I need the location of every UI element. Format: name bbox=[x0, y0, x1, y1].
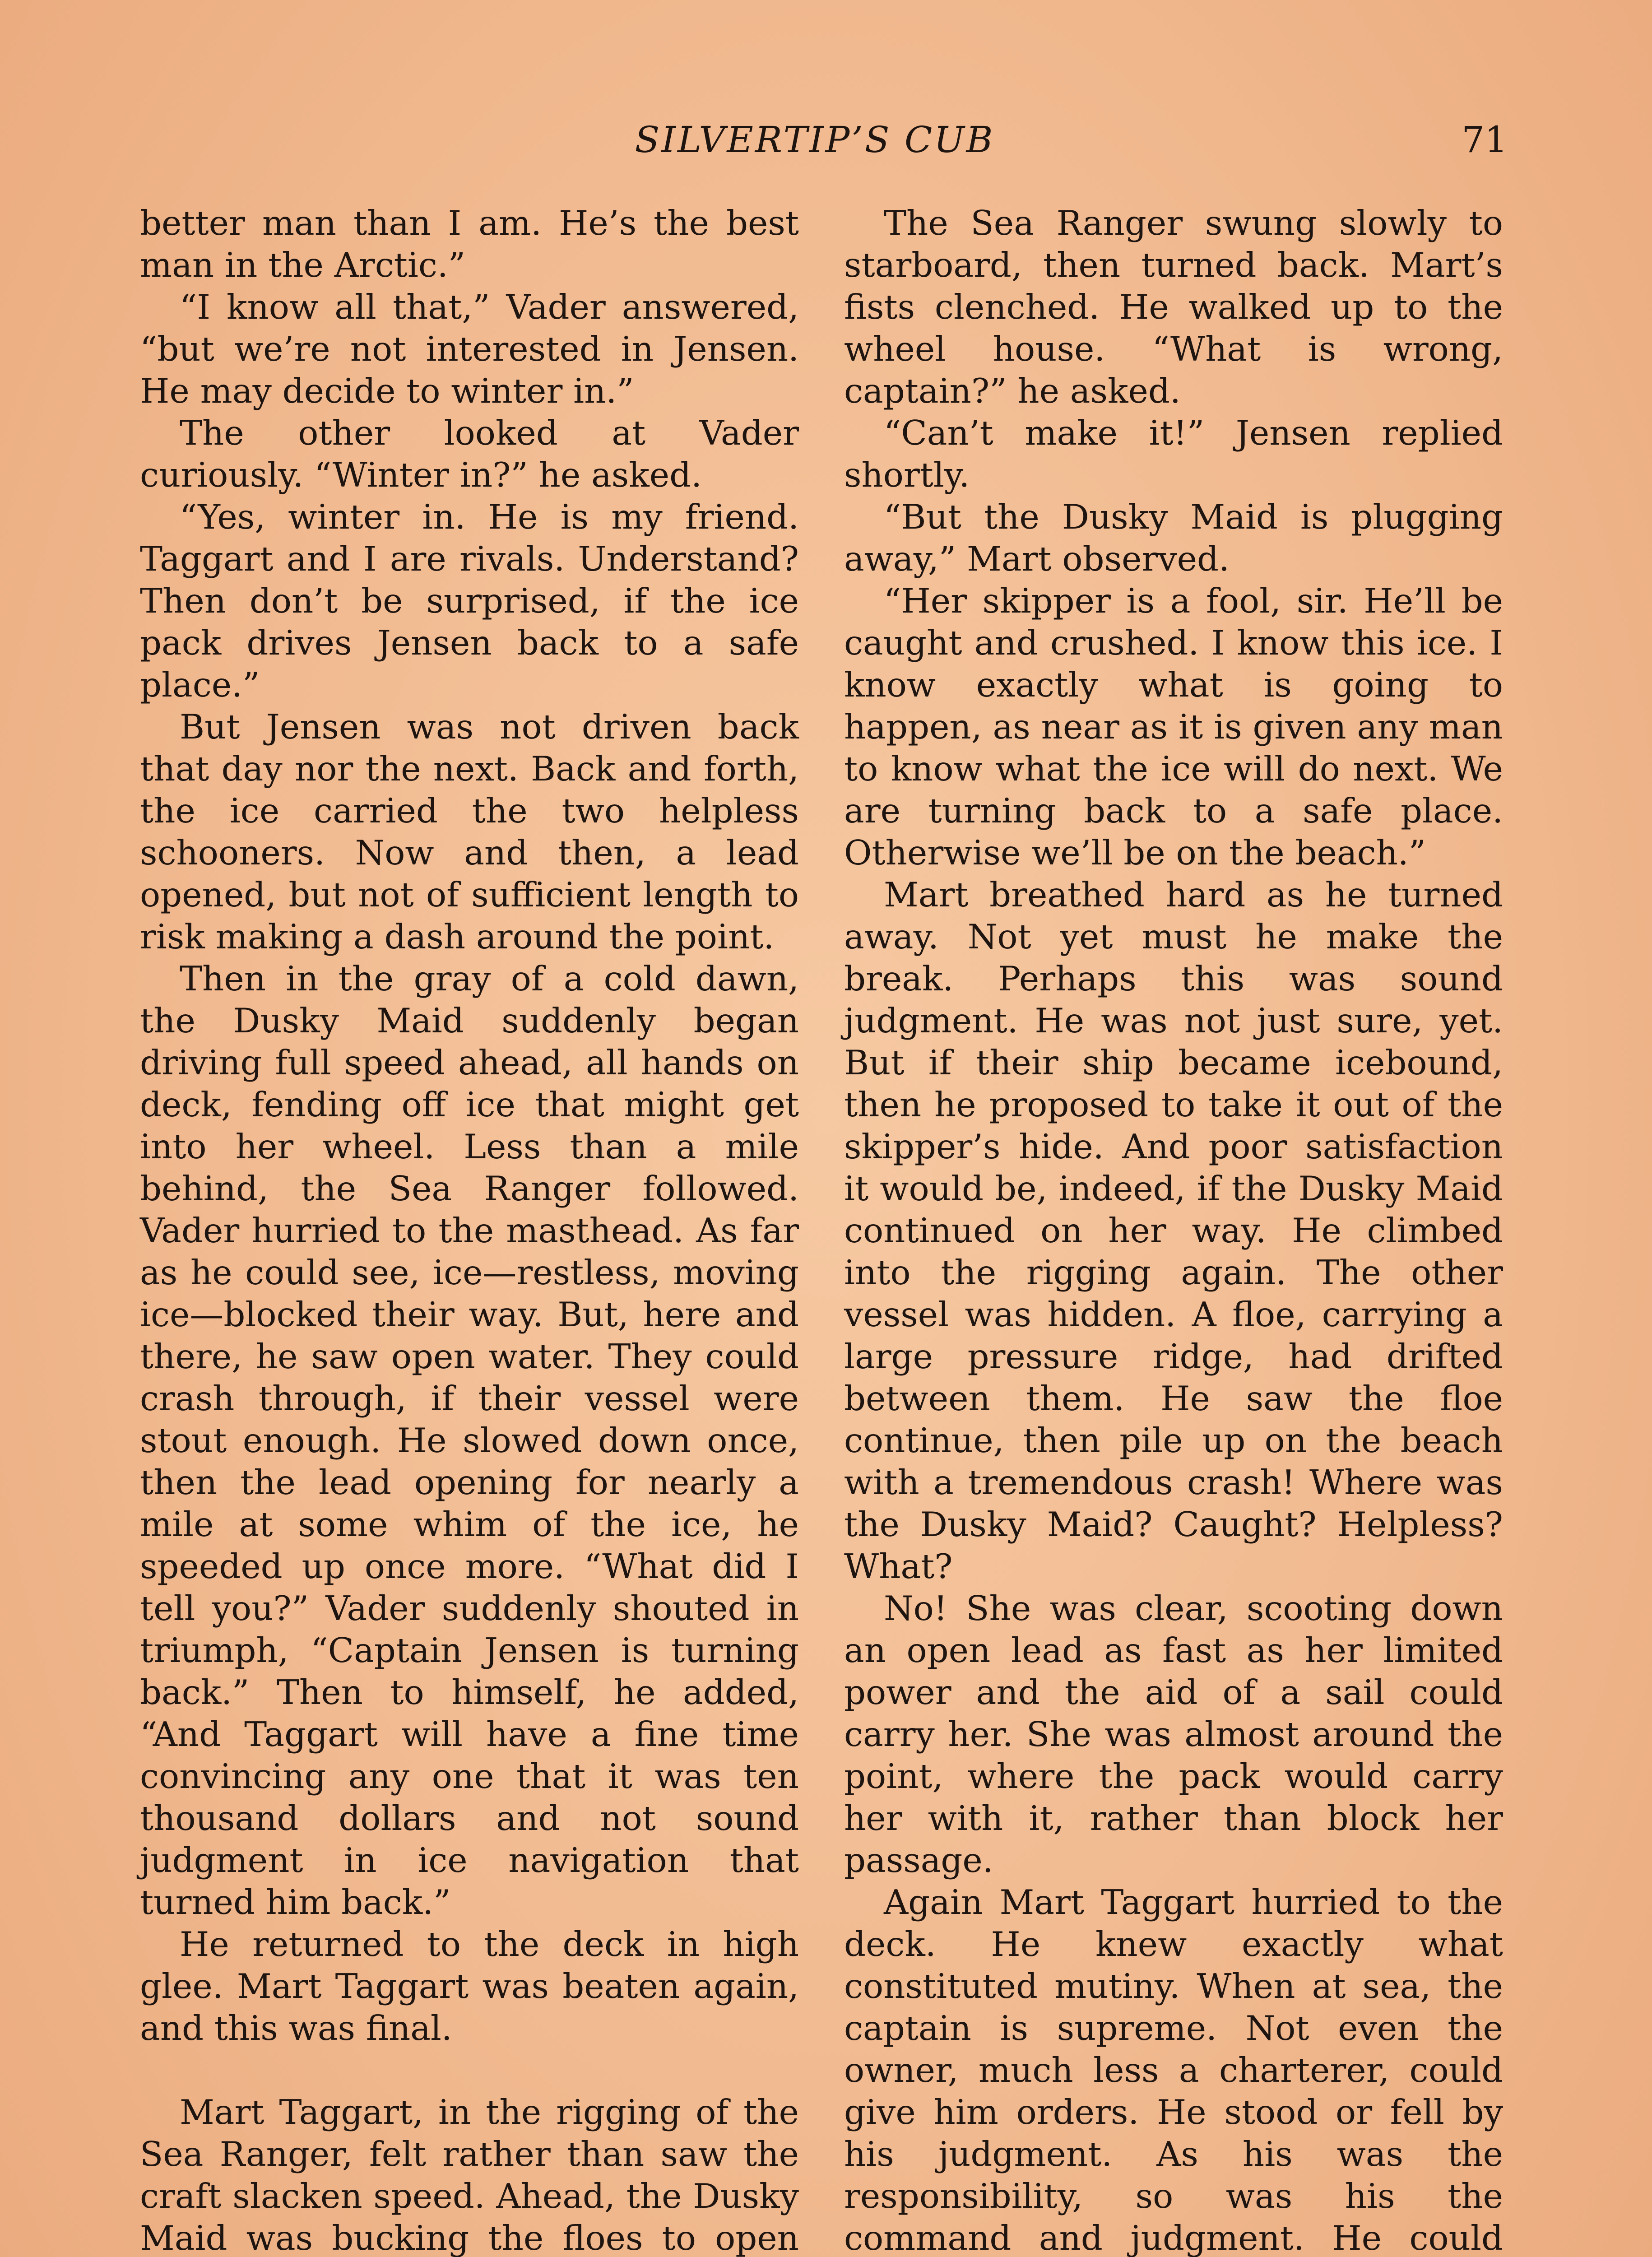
left-column bbox=[140, 202, 799, 2257]
paragraph: The Sea Ranger swung slowly to starboard, then turned back. Mart’s fists clenched. He walked up to the wheel house. “What is wrong, captain?” he asked. bbox=[844, 203, 1503, 411]
paragraph: He returned to the deck in high glee. Mart Taggart was beaten again, and this was final. bbox=[140, 1924, 799, 2048]
paragraph: “Her skipper is a fool, sir. He’ll be caught and crushed. I know this ice. I know exactly what is going to happen, as near as it is given any man to know what the ice will do next. We are turning back to a safe place. Otherwise we’ll be on the beach.” bbox=[844, 581, 1503, 873]
paragraph: “I know all that,” Vader answered, “but we’re not interested in Jensen. He may decide to winter in.” bbox=[140, 287, 799, 411]
paragraph: “Can’t make it!” Jensen replied shortly. bbox=[844, 413, 1503, 495]
paragraph: But Jensen was not driven back that day nor the next. Back and forth, the ice carried the two helpless schooners. Now and then, a lead opened, but not of sufficient length to risk making a dash around the point. bbox=[140, 707, 799, 957]
paragraph: Then in the gray of a cold dawn, the Dusky Maid suddenly began driving full speed ahead, all hands on deck, fending off ice that might get into her wheel. Less than a mile behind, the Sea Ranger followed. Vader hurried to the masthead. As far as he could see, ice—restless, moving ice—blocked their way. But, here and there, he saw open water. They could crash through, if their vessel were stout enough. He slowed down once, then the lead opening for nearly a mile at some whim of the ice, he speeded up once more. “What did I tell you?” Vader suddenly shouted in triumph, “Captain Jensen is turning back.” Then to himself, he added, “And Taggart will have a fine time convincing any one that it was ten thousand dollars and not sound judgment in ice navigation that turned him back.” bbox=[140, 959, 799, 1922]
paragraph: No! She was clear, scooting down an open lead as fast as her limited power and the aid of a sail could carry her. She was almost around the point, where the pack would carry her with it, rather than block her passage. bbox=[844, 1588, 1503, 1880]
running-title: SILVERTIP’S CUB bbox=[635, 119, 995, 161]
paragraph: The other looked at Vader curiously. “Winter in?” he asked. bbox=[140, 413, 799, 495]
paragraph: “Yes, winter in. He is my friend. Taggart and I are rivals. Understand? Then don’t be surprised, if the ice pack drives Jensen back to a safe place.” bbox=[140, 497, 799, 705]
paragraph: Mart Taggart, in the rigging of the Sea Ranger, felt rather than saw the craft slacken speed. Ahead, the Dusky Maid was bucking the floes to open bbox=[140, 2092, 799, 2257]
paragraph: better man than I am. He’s the best man in the Arctic.” bbox=[140, 203, 799, 285]
right-column bbox=[844, 202, 1503, 2257]
paragraph: Again Mart Taggart hurried to the deck. He knew exactly what constituted mutiny. When at sea, the captain is supreme. Not even the owner, much less a charterer, could give him orders. He stood or fell by his judgment. As his was the responsibility, so was his the command and judgment. He could bbox=[844, 1882, 1503, 2257]
paragraph: “But the Dusky Maid is plugging away,” Mart observed. bbox=[844, 497, 1503, 579]
page-header bbox=[0, 115, 1652, 165]
paragraph: Mart breathed hard as he turned away. Not yet must he make the break. Perhaps this was sound judgment. He was not just sure, yet. But if their ship became icebound, then he proposed to take it out of the skipper’s hide. And poor satisfaction it would be, indeed, if the Dusky Maid continued on her way. He climbed into the rigging again. The other vessel was hidden. A floe, carrying a large pressure ridge, had drifted between them. He saw the floe continue, then pile up on the beach with a tremendous crash! Where was the Dusky Maid? Caught? Helpless? What? bbox=[844, 875, 1503, 1586]
page-number: 71 bbox=[1462, 119, 1508, 161]
